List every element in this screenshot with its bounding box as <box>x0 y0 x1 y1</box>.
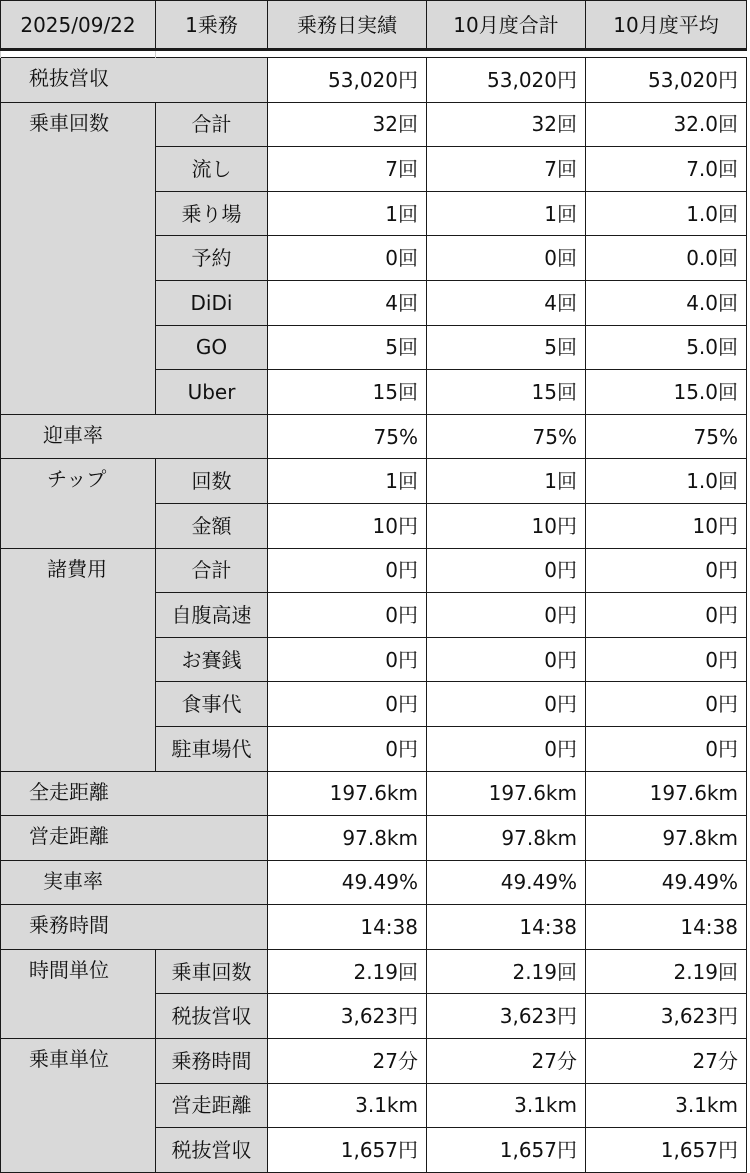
sub-label[interactable]: 乗車回数 <box>156 949 268 994</box>
sub-label[interactable]: 自腹高速 <box>156 593 268 638</box>
group-label-per-ride[interactable]: 乗車単位 <box>1 1039 156 1173</box>
value-month-total[interactable]: 0円 <box>427 637 586 682</box>
value-month-avg[interactable]: 53,020円 <box>586 58 747 103</box>
value-month-total[interactable]: 53,020円 <box>427 58 586 103</box>
group-label-expenses[interactable]: 諸費用 <box>1 548 156 771</box>
value-month-avg[interactable]: 49.49% <box>586 860 747 905</box>
value-month-total[interactable]: 32回 <box>427 102 586 147</box>
sub-label[interactable]: 合計 <box>156 102 268 147</box>
value-month-total[interactable]: 49.49% <box>427 860 586 905</box>
value-month-avg[interactable]: 197.6km <box>586 771 747 816</box>
sub-label[interactable]: 予約 <box>156 236 268 281</box>
value-month-total[interactable]: 15回 <box>427 370 586 415</box>
header-month-total[interactable]: 10月度合計 <box>427 1 586 50</box>
value-month-total[interactable]: 1回 <box>427 191 586 236</box>
value-daily[interactable]: 1,657円 <box>268 1128 427 1173</box>
value-daily[interactable]: 0回 <box>268 236 427 281</box>
value-month-total[interactable]: 0回 <box>427 236 586 281</box>
value-month-total[interactable]: 3.1km <box>427 1083 586 1128</box>
value-month-total[interactable]: 0円 <box>427 726 586 771</box>
table-row <box>1 548 747 593</box>
sub-label[interactable]: 合計 <box>156 548 268 593</box>
value-daily[interactable]: 3.1km <box>268 1083 427 1128</box>
table-row <box>1 905 747 950</box>
sub-label[interactable]: 税抜営収 <box>156 994 268 1039</box>
value-month-total[interactable]: 0円 <box>427 593 586 638</box>
row-label-pickup-rate[interactable]: 迎車率 <box>1 414 268 459</box>
value-daily[interactable]: 3,623円 <box>268 994 427 1039</box>
value-month-avg[interactable]: 1.0回 <box>586 191 747 236</box>
group-label-tips[interactable]: チップ <box>1 459 156 548</box>
value-month-avg[interactable]: 0.0回 <box>586 236 747 281</box>
header-shift[interactable]: 1乗務 <box>156 1 268 50</box>
value-daily[interactable]: 32回 <box>268 102 427 147</box>
value-month-avg[interactable]: 5.0回 <box>586 325 747 370</box>
value-month-avg[interactable]: 1.0回 <box>586 459 747 504</box>
value-month-total[interactable]: 97.8km <box>427 816 586 861</box>
header-daily[interactable]: 乗務日実績 <box>268 1 427 50</box>
row-label-occupancy-rate[interactable]: 実車率 <box>1 860 268 905</box>
value-daily[interactable]: 97.8km <box>268 816 427 861</box>
value-daily[interactable]: 0円 <box>268 682 427 727</box>
value-month-avg[interactable]: 2.19回 <box>586 949 747 994</box>
value-month-avg[interactable]: 4.0回 <box>586 280 747 325</box>
sub-label[interactable]: 営走距離 <box>156 1083 268 1128</box>
row-label-revenue[interactable]: 税抜営収 <box>1 58 268 103</box>
sub-label[interactable]: Uber <box>156 370 268 415</box>
value-month-total[interactable]: 197.6km <box>427 771 586 816</box>
row-label-business-distance[interactable]: 営走距離 <box>1 816 268 861</box>
group-label-rides[interactable]: 乗車回数 <box>1 102 156 414</box>
sub-label[interactable]: 流し <box>156 147 268 192</box>
value-month-total[interactable]: 10円 <box>427 503 586 548</box>
value-month-avg[interactable]: 0円 <box>586 593 747 638</box>
spacer-row <box>1 50 747 58</box>
table-row <box>1 102 747 147</box>
sub-label[interactable]: 駐車場代 <box>156 726 268 771</box>
value-month-total[interactable]: 3,623円 <box>427 994 586 1039</box>
value-month-avg[interactable]: 97.8km <box>586 816 747 861</box>
sub-label[interactable]: 食事代 <box>156 682 268 727</box>
value-month-total[interactable]: 1回 <box>427 459 586 504</box>
table-row <box>1 949 747 994</box>
value-daily[interactable]: 7回 <box>268 147 427 192</box>
value-month-total[interactable]: 27分 <box>427 1039 586 1084</box>
value-daily[interactable]: 49.49% <box>268 860 427 905</box>
value-daily[interactable]: 5回 <box>268 325 427 370</box>
sub-label[interactable]: DiDi <box>156 280 268 325</box>
group-label-per-hour[interactable]: 時間単位 <box>1 949 156 1038</box>
value-month-avg[interactable]: 1,657円 <box>586 1128 747 1173</box>
value-month-avg[interactable]: 0円 <box>586 637 747 682</box>
value-month-avg[interactable]: 10円 <box>586 503 747 548</box>
value-daily[interactable]: 197.6km <box>268 771 427 816</box>
sub-label[interactable]: 乗り場 <box>156 191 268 236</box>
value-daily[interactable]: 0円 <box>268 548 427 593</box>
value-daily[interactable]: 53,020円 <box>268 58 427 103</box>
value-month-total[interactable]: 14:38 <box>427 905 586 950</box>
value-month-total[interactable]: 7回 <box>427 147 586 192</box>
value-daily[interactable]: 0円 <box>268 637 427 682</box>
value-daily[interactable]: 15回 <box>268 370 427 415</box>
value-daily[interactable]: 2.19回 <box>268 949 427 994</box>
sub-label[interactable]: GO <box>156 325 268 370</box>
row-label-total-distance[interactable]: 全走距離 <box>1 771 268 816</box>
sub-label[interactable]: お賽銭 <box>156 637 268 682</box>
sub-label[interactable]: 回数 <box>156 459 268 504</box>
sub-label[interactable]: 金額 <box>156 503 268 548</box>
value-month-avg[interactable]: 7.0回 <box>586 147 747 192</box>
value-month-total[interactable]: 2.19回 <box>427 949 586 994</box>
value-daily[interactable]: 1回 <box>268 191 427 236</box>
value-month-avg[interactable]: 15.0回 <box>586 370 747 415</box>
value-daily[interactable]: 27分 <box>268 1039 427 1084</box>
table-row <box>1 860 747 905</box>
value-month-avg[interactable]: 14:38 <box>586 905 747 950</box>
value-month-total[interactable]: 5回 <box>427 325 586 370</box>
value-month-avg[interactable]: 3,623円 <box>586 994 747 1039</box>
table-row <box>1 58 747 103</box>
value-month-avg[interactable]: 32.0回 <box>586 102 747 147</box>
table-row <box>1 816 747 861</box>
value-month-avg[interactable]: 75% <box>586 414 747 459</box>
value-daily[interactable]: 0円 <box>268 593 427 638</box>
value-month-total[interactable]: 0円 <box>427 548 586 593</box>
table-row <box>1 459 747 504</box>
value-month-avg[interactable]: 0円 <box>586 726 747 771</box>
value-daily[interactable]: 10円 <box>268 503 427 548</box>
value-month-total[interactable]: 1,657円 <box>427 1128 586 1173</box>
value-month-avg[interactable]: 3.1km <box>586 1083 747 1128</box>
value-month-avg[interactable]: 0円 <box>586 548 747 593</box>
value-month-total[interactable]: 0円 <box>427 682 586 727</box>
sub-label[interactable]: 税抜営収 <box>156 1128 268 1173</box>
value-month-total[interactable]: 4回 <box>427 280 586 325</box>
table-row <box>1 1039 747 1084</box>
sub-label[interactable]: 乗務時間 <box>156 1039 268 1084</box>
table-row <box>1 771 747 816</box>
value-month-total[interactable]: 75% <box>427 414 586 459</box>
value-month-avg[interactable]: 0円 <box>586 682 747 727</box>
value-daily[interactable]: 0円 <box>268 726 427 771</box>
value-month-avg[interactable]: 27分 <box>586 1039 747 1084</box>
table-row <box>1 414 747 459</box>
value-daily[interactable]: 1回 <box>268 459 427 504</box>
header-date[interactable]: 2025/09/22 <box>1 1 156 50</box>
value-daily[interactable]: 75% <box>268 414 427 459</box>
header-month-avg[interactable]: 10月度平均 <box>586 1 747 50</box>
header-row <box>1 1 747 50</box>
value-daily[interactable]: 4回 <box>268 280 427 325</box>
row-label-shift-time[interactable]: 乗務時間 <box>1 905 268 950</box>
value-daily[interactable]: 14:38 <box>268 905 427 950</box>
